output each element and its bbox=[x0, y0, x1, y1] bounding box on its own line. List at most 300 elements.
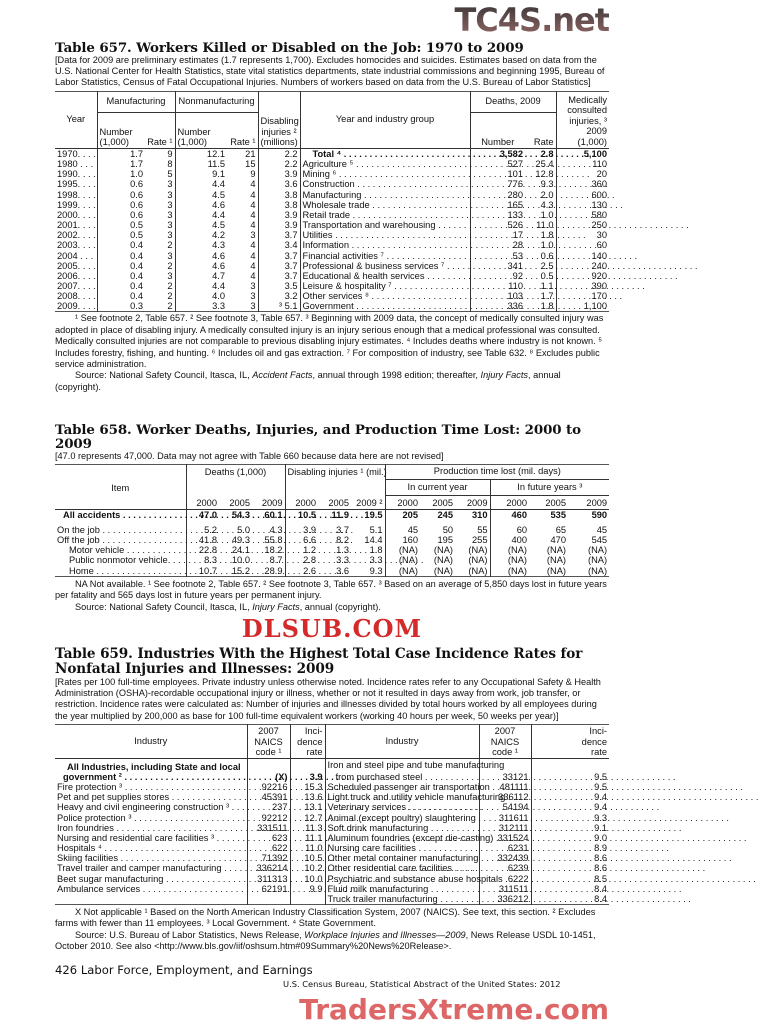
value-cell: 2.8 bbox=[303, 555, 317, 566]
value-cell: 535 bbox=[550, 509, 567, 520]
deaths-number-cell: 3,582 bbox=[499, 148, 524, 159]
industry-cell bbox=[300, 261, 470, 271]
source-text: Source: U.S. Bureau of Labor Statistics, News Release, bbox=[75, 929, 305, 940]
col-nonmfg-number: Number (1,000) bbox=[175, 112, 227, 148]
year-cell: 2006. . . . bbox=[57, 270, 96, 281]
value-cell: (NA) bbox=[507, 545, 528, 556]
item-label: Home bbox=[69, 565, 94, 576]
value-cell: 14.4 bbox=[351, 535, 385, 545]
industry-label: Other metal container manufacturing bbox=[327, 853, 479, 864]
col-manufacturing: Manufacturing bbox=[97, 91, 175, 112]
disabling-cell: 3.9 bbox=[258, 210, 300, 220]
value-cell: 55 bbox=[455, 525, 490, 535]
deaths-rate-cell: 1.0 bbox=[525, 210, 556, 220]
year-cell: 2000. . . . bbox=[57, 209, 96, 220]
mfg-number-cell: 0.3 bbox=[130, 301, 143, 312]
rate-cell: 8.5 bbox=[594, 873, 607, 884]
naics-cell: 71392 bbox=[247, 853, 290, 863]
value-cell: 3.7 bbox=[336, 525, 350, 535]
industry-cell bbox=[55, 894, 247, 905]
item-cell bbox=[55, 535, 186, 545]
medical-cell: 60 bbox=[596, 240, 608, 251]
deaths-number-cell: 53 bbox=[512, 250, 524, 261]
deaths-rate-cell: 1.0 bbox=[525, 240, 556, 250]
col-mfg-rate: Rate ¹ bbox=[145, 112, 175, 148]
naics-cell: 336212 bbox=[479, 894, 531, 905]
mfg-number-cell: 0.5 bbox=[130, 230, 143, 241]
rate-cell: 12.7 bbox=[290, 813, 325, 823]
item-label: Off the job bbox=[57, 535, 100, 546]
industry-label: Nursing and residential care facilities ³ bbox=[57, 832, 215, 843]
value-cell: 65 bbox=[555, 525, 567, 535]
col-current-year: In current year bbox=[385, 479, 490, 495]
value-cell: 205 bbox=[402, 509, 419, 520]
industry-cell bbox=[300, 200, 470, 210]
value-cell: 1.2 bbox=[303, 545, 317, 556]
industry-label: Agriculture ⁵ bbox=[302, 159, 354, 170]
rate-cell: 11.1 bbox=[290, 833, 325, 843]
industry-label: Aluminum foundries (except die-casting) bbox=[327, 832, 494, 843]
col-industry-2: Industry bbox=[325, 724, 479, 758]
watermark-band-middle bbox=[55, 613, 609, 645]
industry-cell bbox=[300, 148, 470, 159]
nonmfg-number-cell: 4.4 bbox=[212, 179, 226, 190]
year-cell: 2008. . . . bbox=[57, 291, 96, 302]
table-row bbox=[55, 782, 609, 792]
value-cell: 54.3 bbox=[231, 509, 250, 520]
table-row bbox=[55, 535, 609, 545]
col-disabling: Disabling injuries ² (millions) bbox=[258, 91, 300, 148]
industry-cell bbox=[55, 772, 247, 782]
col-naics-2: 2007 NAICS code ¹ bbox=[479, 724, 531, 758]
industry-label: Construction bbox=[302, 179, 355, 190]
deaths-number-cell: 110 bbox=[508, 280, 524, 291]
medical-cell: 390 bbox=[591, 280, 608, 291]
deaths-rate-cell: 9.3 bbox=[525, 179, 556, 189]
value-cell: (NA) bbox=[588, 565, 608, 576]
value-cell: 60.1 bbox=[252, 509, 285, 525]
table-row bbox=[55, 159, 609, 169]
mfg-rate-cell: 3 bbox=[145, 179, 175, 189]
industry-label: Heavy and civil engineering construction ³ bbox=[57, 802, 230, 813]
deaths-rate-cell: 0.5 bbox=[525, 271, 556, 281]
rate-cell: 9.4 bbox=[594, 802, 607, 813]
disabling-cell: 3.9 bbox=[258, 169, 300, 179]
col-industry: Industry bbox=[55, 724, 247, 758]
industry-cell bbox=[325, 792, 506, 803]
source-publication: Injury Facts bbox=[252, 601, 300, 612]
value-cell: 10.0 bbox=[231, 555, 250, 566]
industry-cell bbox=[325, 873, 503, 884]
deaths-rate-cell: 2.8 bbox=[525, 148, 556, 159]
col-year: Year bbox=[55, 91, 97, 148]
industry-cell bbox=[55, 813, 247, 823]
industry-label: Truck trailer manufacturing bbox=[327, 893, 438, 904]
naics-cell: 623 bbox=[247, 833, 290, 843]
table-row bbox=[55, 813, 609, 823]
value-cell: 45 bbox=[596, 525, 608, 535]
value-cell: 460 bbox=[511, 509, 528, 520]
table-659 bbox=[55, 647, 609, 953]
industry-label: Beet sugar manufacturing bbox=[57, 873, 164, 884]
value-cell: (NA) bbox=[433, 545, 454, 556]
value-cell: (NA) bbox=[455, 555, 490, 565]
col-rate: Inci- dence rate bbox=[290, 724, 325, 758]
value-cell: (NA) bbox=[507, 565, 528, 576]
industry-cell bbox=[300, 210, 470, 220]
table-659-title: Table 659. Industries With the Highest Total Case Incidence Rates for Nonfatal Injuries and Illnesses: 2009 bbox=[55, 646, 583, 677]
item-cell bbox=[55, 545, 186, 555]
disabling-cell: 2.2 bbox=[258, 148, 300, 159]
naics-cell: 336214 bbox=[247, 863, 290, 873]
col-future-years: In future years ³ bbox=[490, 479, 609, 495]
medical-cell: 600 bbox=[591, 189, 608, 200]
table-row bbox=[55, 894, 609, 905]
table-658-footnotes: NA Not available. ¹ See footnote 2, Table 657. ² See footnote 3, Table 657. ³ Based on an average of 5,850 days lost in future years per fatality and 565 days lost in future years per permanent injury. bbox=[55, 578, 607, 601]
item-cell bbox=[55, 555, 186, 565]
nonmfg-rate-cell: 3 bbox=[227, 291, 258, 301]
nonmfg-number-cell: 4.4 bbox=[212, 280, 226, 291]
value-cell: 195 bbox=[437, 535, 454, 546]
value-cell: 160 bbox=[402, 535, 419, 546]
value-cell: (NA) bbox=[588, 555, 608, 566]
nonmfg-number-cell: 4.0 bbox=[212, 291, 226, 302]
naics-cell bbox=[247, 894, 290, 905]
industry-cell bbox=[300, 230, 470, 240]
deaths-rate-cell: 4.3 bbox=[525, 200, 556, 210]
nonmfg-number-cell: 12.1 bbox=[206, 148, 226, 159]
deaths-rate-cell: 11.0 bbox=[525, 220, 556, 230]
rate-cell: 9.1 bbox=[594, 822, 607, 833]
value-cell: 8.3 bbox=[204, 555, 217, 566]
rate-cell: 9.9 bbox=[290, 884, 325, 894]
table-658-headnote: [47.0 represents 47,000. Data may not agree with Table 660 because data here are not revised] bbox=[55, 451, 444, 462]
value-cell: 41.8 bbox=[198, 535, 217, 546]
naics-cell bbox=[247, 758, 290, 772]
mfg-number-cell: 0.5 bbox=[130, 220, 143, 231]
value-cell: (NA) bbox=[546, 565, 567, 576]
year-cell: 2007. . . . bbox=[57, 280, 96, 291]
naics-cell: 311511 bbox=[479, 884, 531, 894]
table-658-title: Table 658. Worker Deaths, Injuries, and Production Time Lost: 2000 to 2009 bbox=[55, 422, 581, 453]
industry-label: Travel trailer and camper manufacturing bbox=[57, 863, 222, 874]
deaths-number-cell: 92 bbox=[512, 270, 524, 281]
value-cell: (NA) bbox=[398, 555, 419, 566]
disabling-cell: 3.7 bbox=[258, 230, 300, 240]
medical-cell: 5,100 bbox=[583, 148, 608, 159]
table-659-source bbox=[55, 930, 609, 953]
deaths-number-cell: 17 bbox=[512, 230, 524, 241]
value-cell: 2.6 bbox=[303, 565, 317, 576]
rate-cell: 9.3 bbox=[594, 812, 607, 823]
table-row bbox=[55, 545, 609, 555]
mfg-rate-cell: 3 bbox=[145, 210, 175, 220]
industry-label: Total ⁴ bbox=[312, 148, 342, 159]
value-cell: 50 bbox=[442, 525, 454, 535]
mfg-number-cell: 0.4 bbox=[130, 270, 143, 281]
industry-label: Transportation and warehousing bbox=[302, 220, 436, 231]
year-cell: 1980 . . . bbox=[55, 159, 97, 169]
deaths-rate-cell: 0.6 bbox=[525, 251, 556, 261]
col-disabling: Disabling injuries ¹ (mil.) bbox=[285, 464, 385, 495]
watermark-logo-top: TC4S.net bbox=[454, 1, 609, 39]
col-deaths-2009: Deaths, 2009 bbox=[470, 91, 556, 112]
industry-cell bbox=[300, 301, 470, 312]
nonmfg-rate-cell: 4 bbox=[227, 271, 258, 281]
rate-cell: 13.6 bbox=[290, 792, 325, 802]
industry-label: Skiing facilities bbox=[57, 853, 118, 864]
nonmfg-number-cell: 4.2 bbox=[212, 230, 226, 241]
value-cell: 55.8 bbox=[252, 535, 285, 545]
value-cell: 9.3 bbox=[351, 566, 385, 577]
industry-cell bbox=[325, 772, 479, 782]
nonmfg-rate-cell: 3 bbox=[227, 281, 258, 291]
nonmfg-number-cell: 4.6 bbox=[212, 250, 226, 261]
rate-cell: 11.0 bbox=[290, 843, 325, 853]
value-cell: 60 bbox=[516, 525, 528, 535]
medical-cell: 580 bbox=[591, 209, 608, 220]
value-cell: 18.2 bbox=[252, 545, 285, 555]
col-deaths: Deaths (1,000) bbox=[186, 464, 285, 495]
mfg-rate-cell: 2 bbox=[145, 281, 175, 291]
year-cell: 2002. . . . bbox=[57, 230, 96, 241]
industry-cell bbox=[300, 251, 470, 261]
mfg-number-cell: 0.4 bbox=[130, 250, 143, 261]
watermark-band-top bbox=[55, 0, 609, 40]
rate-cell bbox=[531, 758, 609, 772]
nonmfg-number-cell: 4.5 bbox=[212, 220, 226, 231]
year-cell: 1995. . . . bbox=[57, 179, 96, 190]
naics-cell: 311611 bbox=[479, 813, 531, 823]
table-row bbox=[55, 200, 609, 210]
value-cell: 3.9 bbox=[303, 525, 317, 535]
industry-cell bbox=[325, 823, 479, 833]
industry-label: Ambulance services bbox=[57, 883, 141, 894]
col-production-time: Production time lost (mil. days) bbox=[385, 464, 609, 479]
value-cell: (NA) bbox=[433, 555, 454, 566]
table-row bbox=[55, 884, 609, 894]
col-industry: Year and industry group bbox=[300, 91, 470, 148]
naics-cell: 622 bbox=[247, 843, 290, 853]
table-row bbox=[55, 555, 609, 565]
year-header: 2005 bbox=[219, 495, 252, 509]
nonmfg-rate-cell: 9 bbox=[227, 169, 258, 179]
mfg-rate-cell: 2 bbox=[145, 240, 175, 250]
year-cell: 1990. . . . bbox=[57, 169, 96, 180]
source-text: , annual (copyright). bbox=[299, 601, 381, 612]
value-cell: 310 bbox=[455, 509, 490, 525]
deaths-number-cell: 103 bbox=[507, 291, 524, 302]
industry-label: government ² bbox=[63, 771, 122, 782]
value-cell: 45 bbox=[407, 525, 419, 535]
disabling-cell: 3.4 bbox=[258, 240, 300, 250]
medical-cell: 20 bbox=[596, 169, 608, 180]
deaths-rate-cell: 1.8 bbox=[525, 301, 556, 312]
naics-cell: 62191 bbox=[247, 884, 290, 894]
value-cell: 22.8 bbox=[198, 545, 217, 556]
industry-cell bbox=[55, 863, 247, 873]
value-cell: (NA) bbox=[588, 545, 608, 556]
year-header: 2000 bbox=[490, 495, 529, 509]
naics-cell: 237 bbox=[247, 802, 290, 812]
source-text: Source: National Safety Council, Itasca, IL, bbox=[75, 601, 253, 612]
rate-cell: 10.2 bbox=[290, 863, 325, 873]
industry-cell: All Industries, including State and local bbox=[55, 758, 247, 772]
industry-cell bbox=[55, 833, 247, 843]
industry-label: Manufacturing bbox=[302, 189, 362, 200]
mfg-number-cell: 0.6 bbox=[130, 189, 143, 200]
rate-cell bbox=[290, 758, 325, 772]
year-cell: 2003. . . . bbox=[57, 240, 96, 251]
table-row bbox=[55, 251, 609, 261]
mfg-rate-cell: 2 bbox=[145, 301, 175, 312]
year-cell: 2004 . . . bbox=[55, 251, 97, 261]
industry-label: Scheduled passenger air transportation bbox=[327, 782, 490, 793]
item-label: On the job bbox=[57, 525, 100, 535]
industry-cell bbox=[300, 271, 470, 281]
source-text: , annual through 1998 edition; thereafter, bbox=[312, 370, 481, 381]
year-header: 2009 ² bbox=[351, 495, 385, 509]
col-deaths-rate: Rate bbox=[525, 112, 556, 148]
industry-label: Hospitals ⁴ bbox=[57, 843, 102, 854]
table-row bbox=[55, 210, 609, 220]
value-cell: (NA) bbox=[433, 565, 454, 576]
mfg-number-cell: 1.7 bbox=[130, 148, 143, 159]
disabling-cell: 3.7 bbox=[258, 261, 300, 271]
industry-label: Soft drink manufacturing bbox=[327, 822, 429, 833]
rate-cell: 9.4 bbox=[594, 792, 607, 803]
table-row bbox=[55, 148, 609, 159]
rate-cell: 8.4 bbox=[594, 893, 607, 904]
value-cell: 4.3 bbox=[252, 525, 285, 535]
table-row bbox=[55, 240, 609, 250]
industry-cell bbox=[55, 853, 247, 863]
nonmfg-rate-cell: 4 bbox=[227, 251, 258, 261]
table-row bbox=[55, 802, 609, 812]
year-cell: 1998. . . . bbox=[57, 189, 96, 200]
mfg-rate-cell: 5 bbox=[145, 169, 175, 179]
table-row bbox=[55, 261, 609, 271]
mfg-rate-cell: 2 bbox=[145, 291, 175, 301]
table-row bbox=[55, 525, 609, 535]
industry-cell bbox=[325, 884, 479, 894]
item-cell bbox=[55, 566, 186, 577]
source-publication: Accident Facts bbox=[252, 370, 313, 381]
naics-cell: 336112 bbox=[479, 792, 531, 802]
medical-cell: 30 bbox=[596, 230, 608, 241]
value-cell: 10.5 bbox=[297, 509, 317, 520]
mfg-number-cell: 0.4 bbox=[130, 280, 143, 291]
watermark-logo-middle: DLSUB.COM bbox=[241, 614, 423, 643]
table-657-grid bbox=[55, 91, 609, 313]
industry-cell bbox=[300, 220, 470, 230]
value-cell: 8.2 bbox=[336, 535, 350, 546]
mfg-rate-cell: 8 bbox=[145, 159, 175, 169]
industry-label: Other residential care facilities bbox=[327, 863, 453, 874]
nonmfg-number-cell: 4.4 bbox=[212, 209, 226, 220]
table-row bbox=[55, 291, 609, 301]
naics-cell: 481111 bbox=[479, 782, 531, 792]
nonmfg-number-cell: 4.7 bbox=[212, 270, 226, 281]
mfg-number-cell: 0.6 bbox=[130, 209, 143, 220]
year-cell: 1999. . . . bbox=[57, 199, 96, 210]
naics-cell: 45391 bbox=[247, 792, 290, 802]
mfg-number-cell: 0.6 bbox=[130, 199, 143, 210]
industry-label: Light truck and utility vehicle manufacturing bbox=[327, 792, 506, 803]
deaths-rate-cell: 2.5 bbox=[525, 261, 556, 271]
table-658-source bbox=[55, 602, 609, 613]
naics-cell: 332439 bbox=[479, 853, 531, 863]
rate-cell: 8.9 bbox=[594, 843, 607, 854]
table-659-footnotes: X Not applicable ¹ Based on the North American Industry Classification System, 2007 (NAICS). See text, this section. ² Excludes farms with fewer than 11 employees. ³ Local Government. ⁴ State Government. bbox=[55, 907, 596, 929]
nonmfg-rate-cell: 3 bbox=[227, 301, 258, 312]
disabling-cell: 2.2 bbox=[258, 159, 300, 169]
naics-cell: 92216 bbox=[247, 782, 290, 792]
mfg-rate-cell: 3 bbox=[145, 200, 175, 210]
deaths-number-cell: 776 bbox=[507, 179, 524, 190]
industry-label: Mining ⁶ bbox=[302, 169, 337, 180]
industry-cell bbox=[325, 894, 479, 905]
item-label: All accidents bbox=[63, 509, 121, 520]
mfg-number-cell: 1.0 bbox=[130, 169, 143, 180]
value-cell: 470 bbox=[550, 535, 567, 546]
table-657 bbox=[55, 41, 609, 393]
deaths-rate-cell: 2.0 bbox=[525, 190, 556, 200]
nonmfg-number-cell: 11.5 bbox=[207, 159, 226, 170]
year-header: 2009 bbox=[252, 495, 285, 509]
disabling-cell: 3.5 bbox=[258, 281, 300, 291]
mfg-rate-cell: 2 bbox=[145, 261, 175, 271]
nonmfg-rate-cell: 4 bbox=[227, 190, 258, 200]
watermark-band-bottom bbox=[55, 992, 609, 1028]
nonmfg-rate-cell: 15 bbox=[227, 159, 258, 169]
nonmfg-number-cell: 4.5 bbox=[212, 189, 226, 200]
industry-label: Educational & health services bbox=[302, 270, 425, 281]
watermark-logo-bottom: TradersXtreme.com bbox=[299, 992, 609, 1026]
industry-cell bbox=[55, 843, 247, 853]
table-row bbox=[55, 772, 609, 782]
nonmfg-rate-cell: 3 bbox=[227, 230, 258, 240]
rate-cell: 11.3 bbox=[290, 823, 325, 833]
mfg-number-cell: 0.6 bbox=[130, 179, 143, 190]
year-header: 2009 bbox=[455, 495, 490, 509]
value-cell: 5.0 bbox=[237, 525, 250, 535]
medical-cell: 250 bbox=[591, 220, 608, 231]
industry-cell bbox=[325, 813, 479, 823]
year-header: 2000 bbox=[285, 495, 318, 509]
industry-cell bbox=[325, 843, 479, 853]
table-row bbox=[55, 301, 609, 312]
col-naics: 2007 NAICS code ¹ bbox=[247, 724, 290, 758]
deaths-number-cell: 165 bbox=[507, 199, 524, 210]
industry-label: Fire protection ³ bbox=[57, 782, 123, 793]
industry-label: Police protection ³ bbox=[57, 812, 132, 823]
industry-label: Iron foundries bbox=[57, 822, 114, 833]
value-cell: 5.1 bbox=[351, 525, 385, 535]
table-657-footnotes: ¹ See footnote 2, Table 657. ² See footnote 3, Table 657. ³ Beginning with 2009 data, the concept of medically consulted injury was adopted in place of disabling injury. A medically consulted injury is an injury serious enough that a medical professional was consulted. Medically consulted injuries are not comparable to previous disabling injury estimates. ⁴ Includes deaths where industry is not known. ⁵ Includes forestry, fishing, and hunting. ⁶ Includes oil and gas extraction. ⁷ For composition of industry, see Table 632. ⁸ Excludes public service administration. bbox=[55, 313, 604, 370]
table-row bbox=[55, 853, 609, 863]
rate-cell: 8.4 bbox=[594, 883, 607, 894]
deaths-number-cell: 526 bbox=[507, 220, 524, 231]
value-cell: 47.0 bbox=[198, 509, 217, 520]
source-text: , annual (copyright). bbox=[55, 370, 561, 392]
table-659-grid bbox=[55, 724, 609, 905]
deaths-number-cell: 28 bbox=[512, 240, 524, 251]
value-cell: 255 bbox=[455, 535, 490, 545]
naics-cell: 6222 bbox=[479, 874, 531, 884]
deaths-rate-cell: 1.1 bbox=[525, 281, 556, 291]
table-row bbox=[55, 509, 609, 525]
